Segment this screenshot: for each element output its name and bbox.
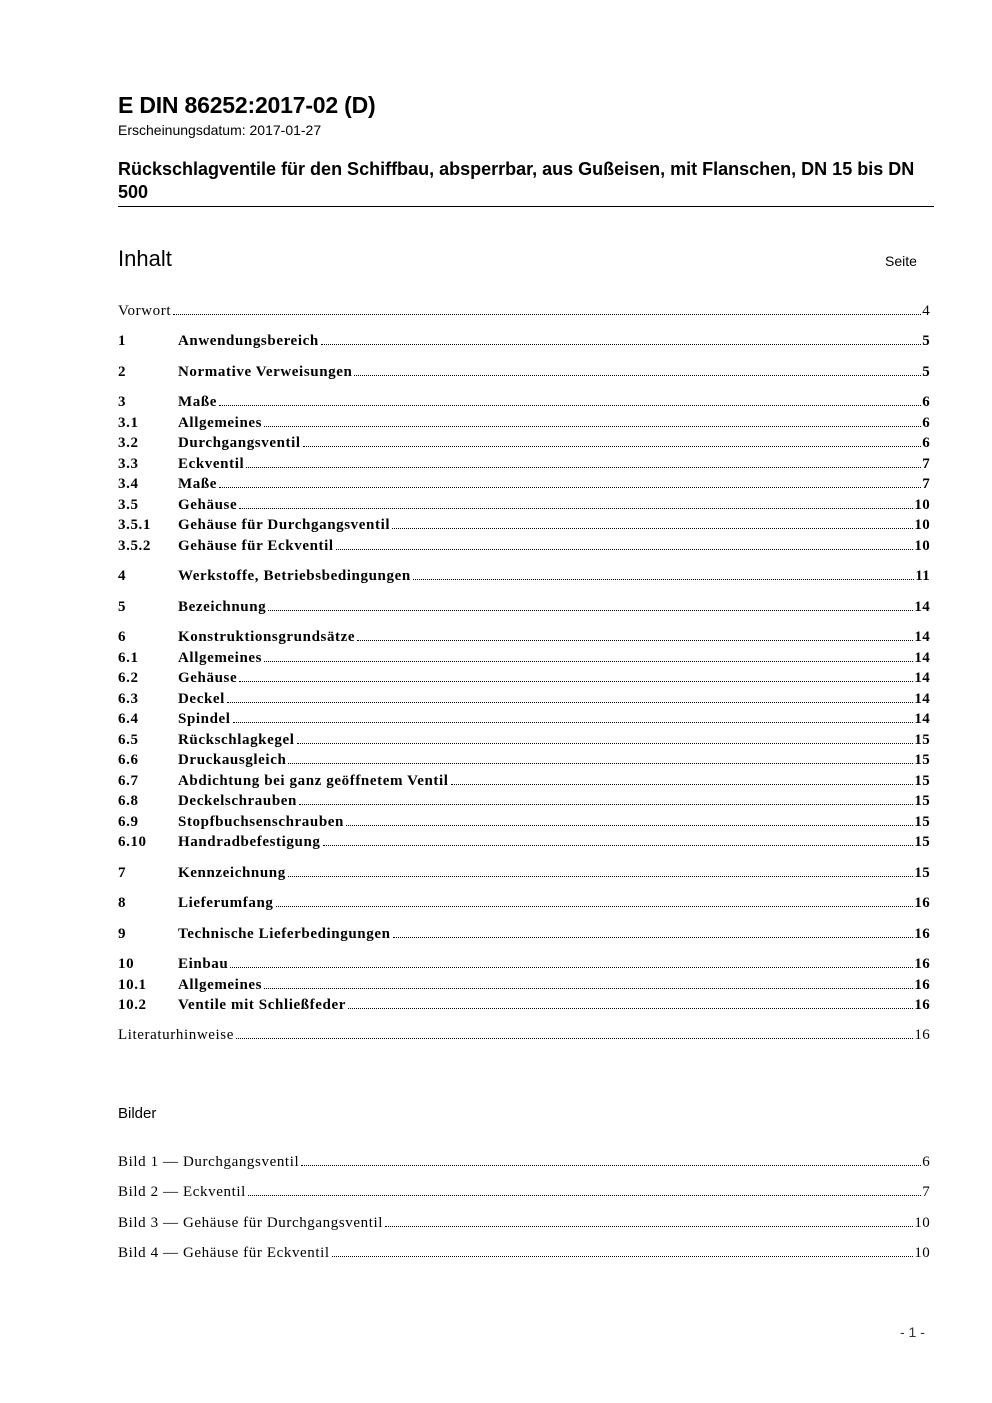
- toc-entry-title: Werkstoffe, Betriebsbedingungen: [178, 568, 411, 584]
- toc-leader-dots: [264, 426, 921, 427]
- toc-entry[interactable]: [118, 834, 930, 855]
- toc-leader-dots: [348, 1008, 913, 1009]
- toc-entry[interactable]: [118, 895, 930, 916]
- toc-entry-page: 10: [914, 497, 930, 513]
- toc-leader-dots: [323, 845, 914, 846]
- toc-leader-dots: [227, 702, 913, 703]
- toc-entry-page: 14: [914, 629, 930, 645]
- title-divider: [118, 206, 934, 207]
- toc-entry-page: 11: [915, 568, 930, 584]
- toc-entry-title: Rückschlagkegel: [178, 732, 295, 748]
- toc-entry-number: 6.4: [118, 711, 139, 727]
- toc-entry-title: Eckventil: [178, 456, 245, 472]
- toc-entry-number: 6.6: [118, 752, 139, 768]
- toc-leader-dots: [321, 344, 921, 345]
- toc-leader-dots: [173, 314, 921, 315]
- toc-entry-page: 10: [914, 538, 930, 554]
- toc-entry[interactable]: [118, 415, 930, 436]
- toc-entry-page: 10: [914, 517, 930, 533]
- toc-entry-title: Vorwort: [118, 303, 172, 319]
- toc-entry-number: 10.1: [118, 977, 147, 993]
- toc-entry-number: 3.2: [118, 435, 139, 451]
- toc-leader-dots: [393, 937, 914, 938]
- toc-entry-page: 7: [922, 476, 930, 492]
- toc-entry-title: Technische Lieferbedingungen: [178, 926, 391, 942]
- figure-entry[interactable]: [118, 1245, 930, 1266]
- toc-entry-title: Lieferumfang: [178, 895, 274, 911]
- toc-entry[interactable]: [118, 997, 930, 1018]
- toc-entry-foreword[interactable]: [118, 303, 930, 324]
- figure-entry-title: Bild 4 — Gehäuse für Eckventil: [118, 1245, 330, 1261]
- toc-entry[interactable]: [118, 629, 930, 650]
- toc-entry-references[interactable]: [118, 1027, 930, 1048]
- toc-leader-dots: [354, 375, 921, 376]
- toc-leader-dots: [299, 804, 913, 805]
- toc-entry-page: 15: [914, 773, 930, 789]
- toc-leader-dots: [236, 1038, 913, 1039]
- toc-entry-page: 4: [922, 303, 930, 319]
- toc-entry-title: Gehäuse für Durchgangsventil: [178, 517, 391, 533]
- toc-entry-page: 15: [914, 732, 930, 748]
- toc-entry-title: Allgemeines: [178, 977, 263, 993]
- toc-entry-title: Handradbefestigung: [178, 834, 321, 850]
- figure-entry[interactable]: [118, 1215, 930, 1236]
- toc-entry-title: Stopfbuchsenschrauben: [178, 814, 344, 830]
- toc-entry[interactable]: [118, 364, 930, 385]
- toc-entry-page: 14: [914, 599, 930, 615]
- toc-entry[interactable]: [118, 497, 930, 518]
- toc-entry[interactable]: [118, 517, 930, 538]
- toc-entry[interactable]: [118, 752, 930, 773]
- figure-entry-page: 6: [922, 1154, 930, 1170]
- toc-entry-title: Normative Verweisungen: [178, 364, 353, 380]
- toc-entry-number: 10: [118, 956, 135, 972]
- toc-leader-dots: [392, 528, 913, 529]
- toc-entry-title: Maße: [178, 476, 218, 492]
- figure-entry-page: 10: [914, 1215, 930, 1231]
- toc-entry-number: 6.10: [118, 834, 147, 850]
- toc-entry-number: 8: [118, 895, 127, 911]
- toc-leader-dots: [336, 549, 914, 550]
- toc-entry-page: 7: [922, 456, 930, 472]
- toc-entry-page: 16: [914, 997, 930, 1013]
- toc-entry[interactable]: [118, 394, 930, 415]
- toc-entry[interactable]: [118, 732, 930, 753]
- toc-entry-title: Maße: [178, 394, 218, 410]
- toc-leader-dots: [303, 446, 922, 447]
- toc-entry-title: Ventile mit Schließfeder: [178, 997, 346, 1013]
- toc-entry-title: Einbau: [178, 956, 229, 972]
- toc-entry-number: 6.9: [118, 814, 139, 830]
- toc-entry-page: 16: [914, 977, 930, 993]
- toc-entry-page: 15: [914, 834, 930, 850]
- toc-leader-dots: [219, 487, 921, 488]
- toc-leader-dots: [413, 579, 914, 580]
- toc-leader-dots: [288, 876, 914, 877]
- toc-entry-title: Durchgangsventil: [178, 435, 301, 451]
- toc-entry-title: Allgemeines: [178, 415, 263, 431]
- toc-entry-number: 6.1: [118, 650, 139, 666]
- toc-entry-page: 6: [922, 415, 930, 431]
- toc-entry-number: 5: [118, 599, 127, 615]
- toc-entry-page: 6: [922, 435, 930, 451]
- document-id: E DIN 86252:2017-02 (D): [118, 92, 376, 118]
- toc-leader-dots: [233, 722, 914, 723]
- toc-entry-page: 15: [914, 793, 930, 809]
- toc-leader-dots: [301, 1165, 921, 1166]
- toc-leader-dots: [248, 1195, 921, 1196]
- toc-entry-page: 5: [922, 333, 930, 349]
- toc-leader-dots: [451, 784, 914, 785]
- toc-entry-page: 5: [922, 364, 930, 380]
- toc-entry[interactable]: [118, 956, 930, 977]
- toc-entry[interactable]: [118, 926, 930, 947]
- toc-entry-number: 3.4: [118, 476, 139, 492]
- toc-entry-number: 7: [118, 865, 127, 881]
- toc-entry-number: 6: [118, 629, 127, 645]
- toc-entry-page: 16: [914, 895, 930, 911]
- toc-entry-number: 9: [118, 926, 127, 942]
- toc-entry[interactable]: [118, 599, 930, 620]
- toc-entry-page: 14: [914, 691, 930, 707]
- toc-entry-title: Gehäuse für Eckventil: [178, 538, 334, 554]
- toc-leader-dots: [288, 763, 913, 764]
- toc-leader-dots: [219, 405, 921, 406]
- toc-entry-page: 16: [914, 956, 930, 972]
- toc-leader-dots: [239, 681, 913, 682]
- figure-entry[interactable]: [118, 1184, 930, 1205]
- toc-entry[interactable]: [118, 538, 930, 559]
- toc-entry-number: 3.5: [118, 497, 139, 513]
- toc-entry[interactable]: [118, 568, 930, 589]
- document-title: Rückschlagventile für den Schiffbau, absperrbar, aus Gußeisen, mit Flanschen, DN 15 bis DN 500: [118, 159, 915, 202]
- figure-entry-page: 10: [914, 1245, 930, 1261]
- figure-entry-title: Bild 2 — Eckventil: [118, 1184, 246, 1200]
- toc-entry-title: Druckausgleich: [178, 752, 287, 768]
- toc-entry-number: 3.1: [118, 415, 139, 431]
- toc-leader-dots: [264, 661, 913, 662]
- figure-entry[interactable]: [118, 1154, 930, 1175]
- toc-entry-number: 6.3: [118, 691, 139, 707]
- toc-entry-page: 6: [922, 394, 930, 410]
- toc-entry-page: 16: [914, 1027, 930, 1043]
- toc-entry[interactable]: [118, 793, 930, 814]
- toc-heading: Inhalt: [118, 246, 172, 271]
- toc-entry-page: 14: [914, 711, 930, 727]
- toc-entry-title: Deckelschrauben: [178, 793, 297, 809]
- toc-leader-dots: [276, 906, 914, 907]
- toc-entry[interactable]: [118, 691, 930, 712]
- toc-entry[interactable]: [118, 476, 930, 497]
- toc-leader-dots: [297, 743, 914, 744]
- publication-date: Erscheinungsdatum: 2017-01-27: [118, 122, 322, 138]
- toc-leader-dots: [230, 967, 913, 968]
- page-column-label: Seite: [885, 253, 917, 269]
- toc-entry-title: Abdichtung bei ganz geöffnetem Ventil: [178, 773, 449, 789]
- page-number: - 1 -: [900, 1324, 925, 1340]
- toc-entry-title: Allgemeines: [178, 650, 263, 666]
- toc-entry[interactable]: [118, 456, 930, 477]
- figure-entry-title: Bild 3 — Gehäuse für Durchgangsventil: [118, 1215, 384, 1231]
- toc-entry-number: 3: [118, 394, 127, 410]
- figure-entry-page: 7: [922, 1184, 930, 1200]
- toc-entry[interactable]: [118, 650, 930, 671]
- toc-entry-title: Gehäuse: [178, 670, 238, 686]
- toc-entry-page: 14: [914, 650, 930, 666]
- toc-entry[interactable]: [118, 977, 930, 998]
- toc-entry-title: Bezeichnung: [178, 599, 267, 615]
- toc-entry-title: Gehäuse: [178, 497, 238, 513]
- toc-entry-number: 6.7: [118, 773, 139, 789]
- toc-entry-number: 3.5.2: [118, 538, 151, 554]
- toc-leader-dots: [357, 640, 913, 641]
- toc-entry-title: Kennzeichnung: [178, 865, 286, 881]
- toc-entry-number: 6.2: [118, 670, 139, 686]
- toc-entry[interactable]: [118, 865, 930, 886]
- toc-entry-number: 10.2: [118, 997, 147, 1013]
- toc-entry-number: 6.8: [118, 793, 139, 809]
- toc-leader-dots: [268, 610, 913, 611]
- toc-entry-number: 6.5: [118, 732, 139, 748]
- toc-leader-dots: [264, 988, 913, 989]
- toc-entry[interactable]: [118, 814, 930, 835]
- toc-entry-page: 15: [914, 865, 930, 881]
- toc-leader-dots: [246, 467, 921, 468]
- toc-entry-page: 15: [914, 814, 930, 830]
- toc-entry-number: 4: [118, 568, 127, 584]
- toc-entry-number: 1: [118, 333, 127, 349]
- toc-entry[interactable]: [118, 333, 930, 354]
- toc-entry-page: 16: [914, 926, 930, 942]
- toc-leader-dots: [346, 825, 913, 826]
- toc-leader-dots: [385, 1226, 913, 1227]
- toc-entry[interactable]: [118, 435, 930, 456]
- toc-entry[interactable]: [118, 670, 930, 691]
- toc-entry[interactable]: [118, 711, 930, 732]
- toc-entry-title: Spindel: [178, 711, 231, 727]
- toc-entry-number: 3.5.1: [118, 517, 151, 533]
- toc-entry-page: 15: [914, 752, 930, 768]
- toc-entry-page: 14: [914, 670, 930, 686]
- toc-entry-title: Literaturhinweise: [118, 1027, 234, 1043]
- toc-leader-dots: [239, 508, 913, 509]
- toc-entry-number: 3.3: [118, 456, 139, 472]
- toc-entry-title: Deckel: [178, 691, 225, 707]
- toc-entry[interactable]: [118, 773, 930, 794]
- toc-entry-title: Konstruktionsgrundsätze: [178, 629, 356, 645]
- toc-entry-title: Anwendungsbereich: [178, 333, 319, 349]
- toc-leader-dots: [332, 1256, 914, 1257]
- toc-entry-number: 2: [118, 364, 127, 380]
- figure-entry-title: Bild 1 — Durchgangsventil: [118, 1154, 300, 1170]
- figures-heading: Bilder: [118, 1105, 157, 1122]
